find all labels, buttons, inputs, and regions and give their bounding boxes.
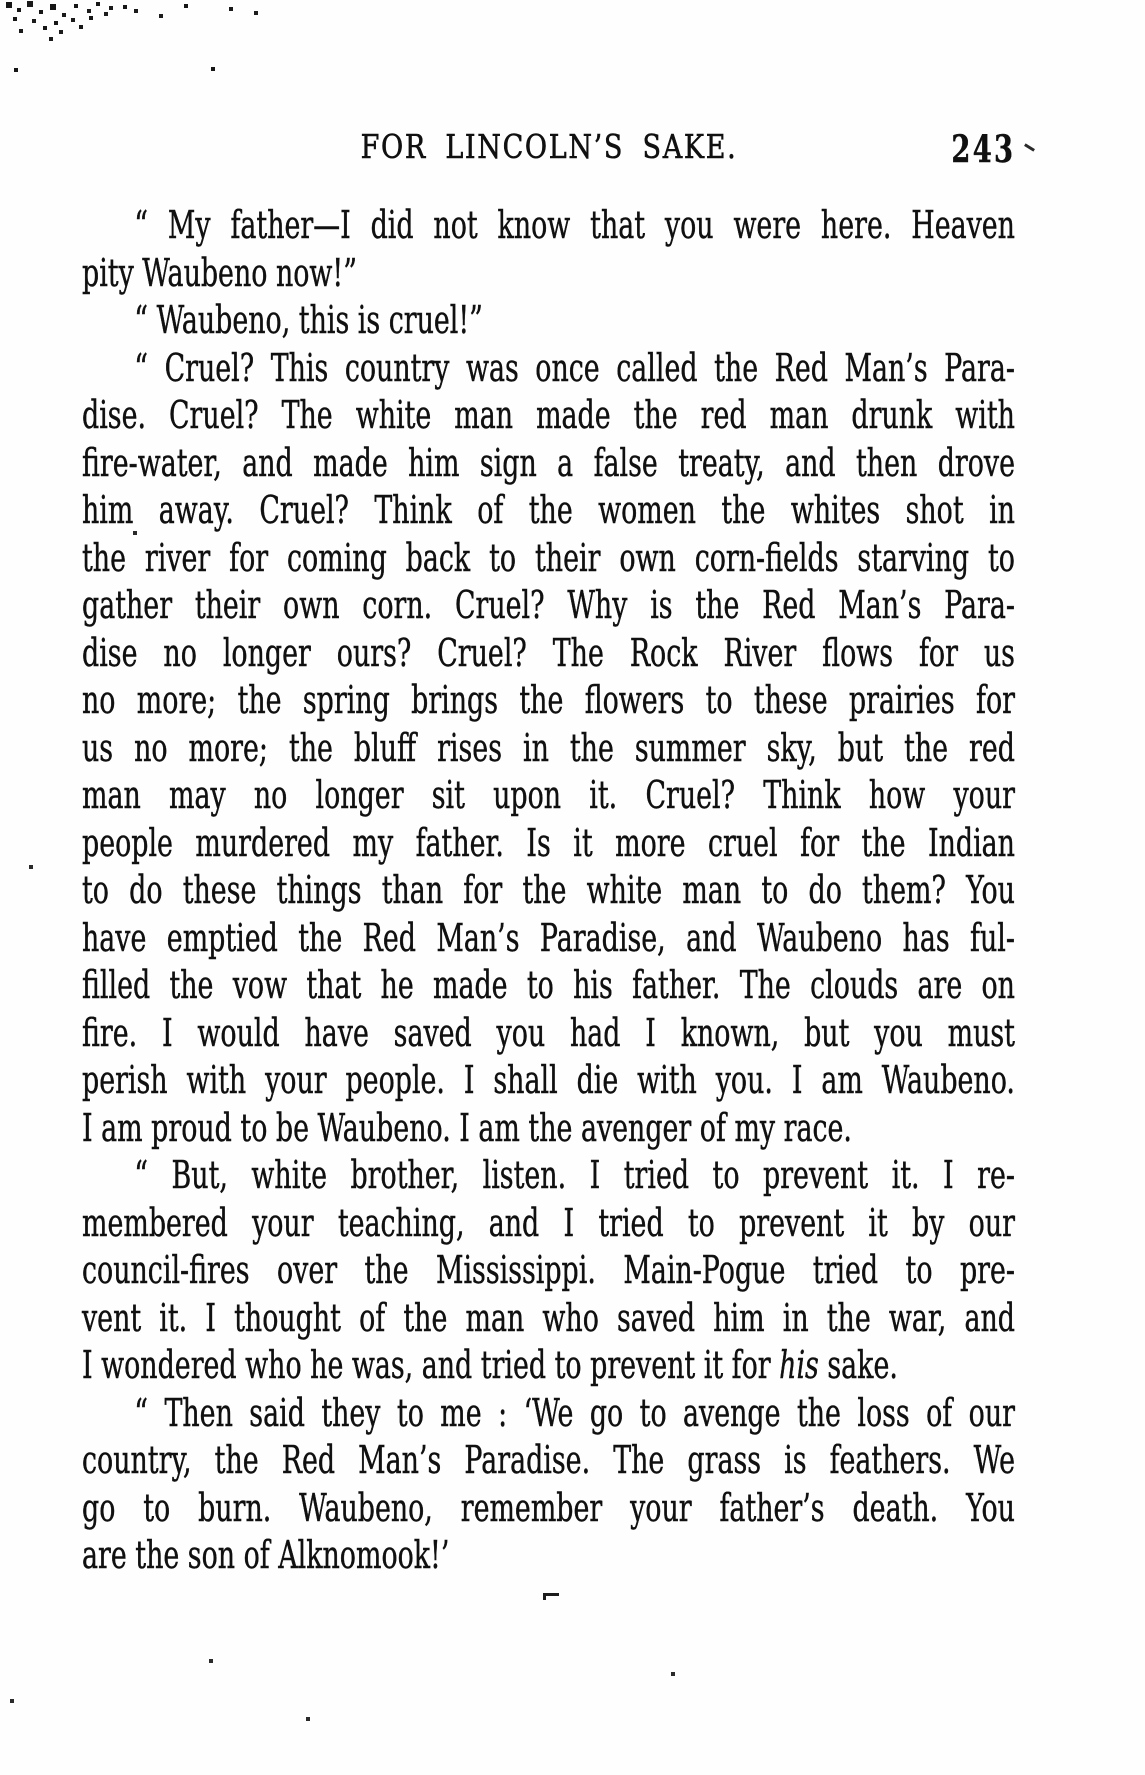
scan-noise-speckles — [0, 0, 2, 2]
text-line — [82, 1532, 1015, 1580]
text-segment: pity Waubeno now!” — [82, 250, 357, 295]
text-segment: membered your teaching, and I tried to prevent it by our — [82, 1200, 1015, 1245]
text-segment: us no more; the bluff rises in the summer sky, but the red — [82, 725, 1015, 770]
text-line — [82, 820, 1015, 868]
text-segment: “ Cruel? This country was once called the Red Man’s Para- — [134, 345, 1015, 390]
italic-word: his — [779, 1343, 819, 1387]
text-line — [82, 1437, 1015, 1485]
paragraph — [82, 345, 1015, 1153]
text-segment: go to burn. Waubeno, remember your father’s death. You — [82, 1485, 1015, 1530]
scan-end-dash-mark — [543, 1593, 559, 1596]
body-text — [82, 202, 1015, 1580]
text-line — [82, 630, 1015, 678]
text-segment: sake. — [818, 1343, 898, 1387]
text-line — [82, 1057, 1015, 1105]
text-segment: to do these things than for the white man to do them? You — [82, 868, 1015, 912]
text-segment: people murdered my father. Is it more cruel for the Indian — [82, 820, 1015, 865]
text-segment: him away. Cruel? Think of the women the whites shot in — [82, 488, 1015, 532]
paragraph — [82, 202, 1015, 297]
scan-tick-mark — [1024, 143, 1035, 151]
text-segment: “ My father—I did not know that you were here. Heaven — [134, 203, 1015, 247]
text-line — [82, 867, 1015, 915]
paragraph — [82, 1390, 1015, 1580]
text-segment: are the son of Alknomook!’ — [82, 1533, 450, 1577]
text-line — [82, 250, 1015, 298]
text-segment: the river for coming back to their own corn-fields starving to — [82, 535, 1015, 580]
text-line — [82, 772, 1015, 820]
text-segment: I am proud to be Waubeno. I am the avenger of my race. — [82, 1105, 852, 1150]
text-line — [82, 1295, 1015, 1343]
text-line — [82, 725, 1015, 773]
text-segment: council-fires over the Mississippi. Main-Pogue tried to pre- — [82, 1248, 1015, 1292]
paragraph — [82, 1152, 1015, 1390]
text-line — [82, 677, 1015, 725]
text-line — [82, 202, 1015, 250]
text-segment: filled the vow that he made to his father. The clouds are on — [82, 963, 1015, 1007]
text-segment: dise. Cruel? The white man made the red man drunk with — [82, 393, 1015, 437]
text-line — [82, 1010, 1015, 1058]
text-line — [82, 440, 1015, 488]
text-segment: “ But, white brother, listen. I tried to prevent it. I re- — [134, 1153, 1015, 1197]
paragraph — [82, 297, 1015, 345]
text-line — [82, 392, 1015, 440]
text-segment: vent it. I thought of the man who saved him in the war, and — [82, 1295, 1015, 1340]
text-line — [82, 1200, 1015, 1248]
running-head-title: FOR LINCOLN’S SAKE. — [360, 127, 738, 166]
text-line — [82, 962, 1015, 1010]
text-line — [82, 1390, 1015, 1438]
text-line — [82, 1342, 1015, 1390]
text-segment: no more; the spring brings the flowers to these prairies for — [82, 678, 1015, 722]
page-number: 243 — [951, 127, 1015, 171]
text-segment: I wondered who he was, and tried to prevent it for — [82, 1343, 780, 1387]
text-segment: dise no longer ours? Cruel? The Rock River flows for us — [82, 630, 1015, 675]
text-line — [82, 1485, 1015, 1533]
text-segment: fire-water, and made him sign a false treaty, and then drove — [82, 440, 1015, 485]
text-line — [82, 535, 1015, 583]
text-line — [82, 487, 1015, 535]
text-line — [82, 297, 1015, 345]
text-line — [82, 1105, 1015, 1153]
text-segment: gather their own corn. Cruel? Why is the Red Man’s Para- — [82, 583, 1015, 627]
text-segment: country, the Red Man’s Paradise. The grass is feathers. We — [82, 1438, 1015, 1482]
text-line — [82, 1152, 1015, 1200]
text-segment: perish with your people. I shall die with you. I am Waubeno. — [82, 1058, 1015, 1102]
text-segment: man may no longer sit upon it. Cruel? Think how your — [82, 773, 1015, 817]
text-line — [82, 1247, 1015, 1295]
text-segment: fire. I would have saved you had I known, but you must — [82, 1010, 1015, 1055]
text-segment: have emptied the Red Man’s Paradise, and Waubeno has ful- — [82, 915, 1015, 960]
text-line — [82, 345, 1015, 393]
text-line — [82, 915, 1015, 963]
text-segment: “ Waubeno, this is cruel!” — [134, 298, 483, 342]
text-line — [82, 582, 1015, 630]
text-segment: “ Then said they to me : ‘We go to avenge the loss of our — [134, 1390, 1015, 1435]
